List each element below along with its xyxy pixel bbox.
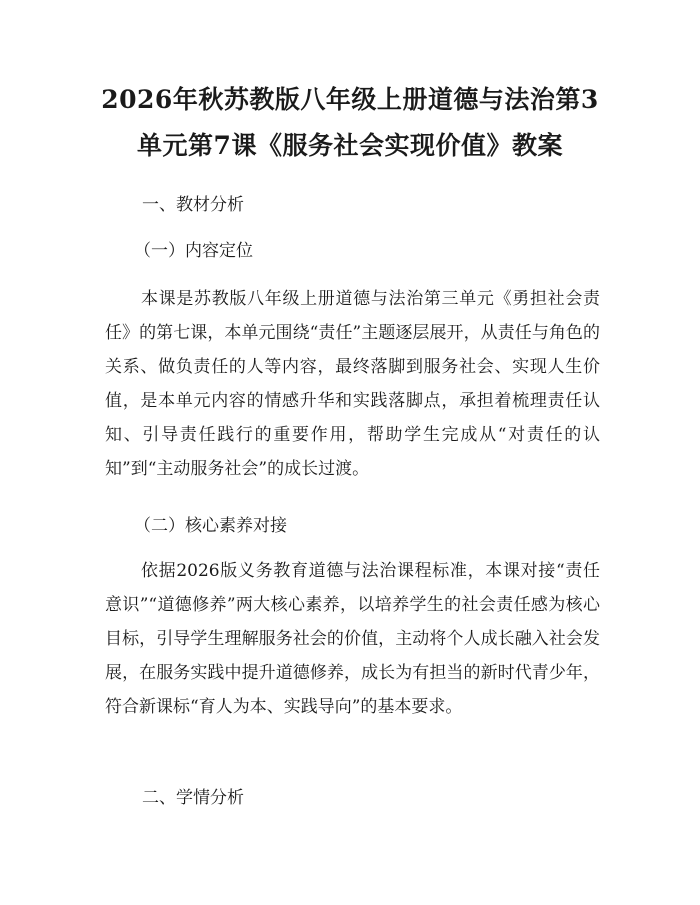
document-title-line-1: 2026年秋苏教版八年级上册道德与法治第3: [101, 85, 599, 114]
subsection-heading-core-literacy: （二）核心素养对接: [134, 516, 287, 536]
document-title-line-2: 单元第7课《服务社会实现价值》教案: [137, 131, 563, 160]
subsection-heading-content-positioning: （一）内容定位: [134, 241, 253, 261]
paragraph-core-literacy: 依据2026版义务教育道德与法治课程标准，本课对接“责任意识”“道德修养”两大核心素养，以培养学生的社会责任感为核心目标，引导学生理解服务社会的价值，主动将个人成长融入社会发展，在服务实践中提升道德修养，成长为有担当的新时代青少年，符合新课标“育人为本、实践导向”的基本要求。: [105, 561, 600, 717]
section-heading-learner-analysis: 二、学情分析: [142, 788, 244, 808]
section-heading-teaching-material-analysis: 一、教材分析: [142, 195, 244, 215]
paragraph-content-positioning: 本课是苏教版八年级上册道德与法治第三单元《勇担社会责任》的第七课，本单元围绕“责任”主题逐层展开，从责任与角色的关系、做负责任的人等内容，最终落脚到服务社会、实现人生价值，是本单元内容的情感升华和实践落脚点，承担着梳理责任认知、引导责任践行的重要作用，帮助学生完成从“对责任的认知”到“主动服务社会”的成长过渡。: [105, 289, 600, 479]
